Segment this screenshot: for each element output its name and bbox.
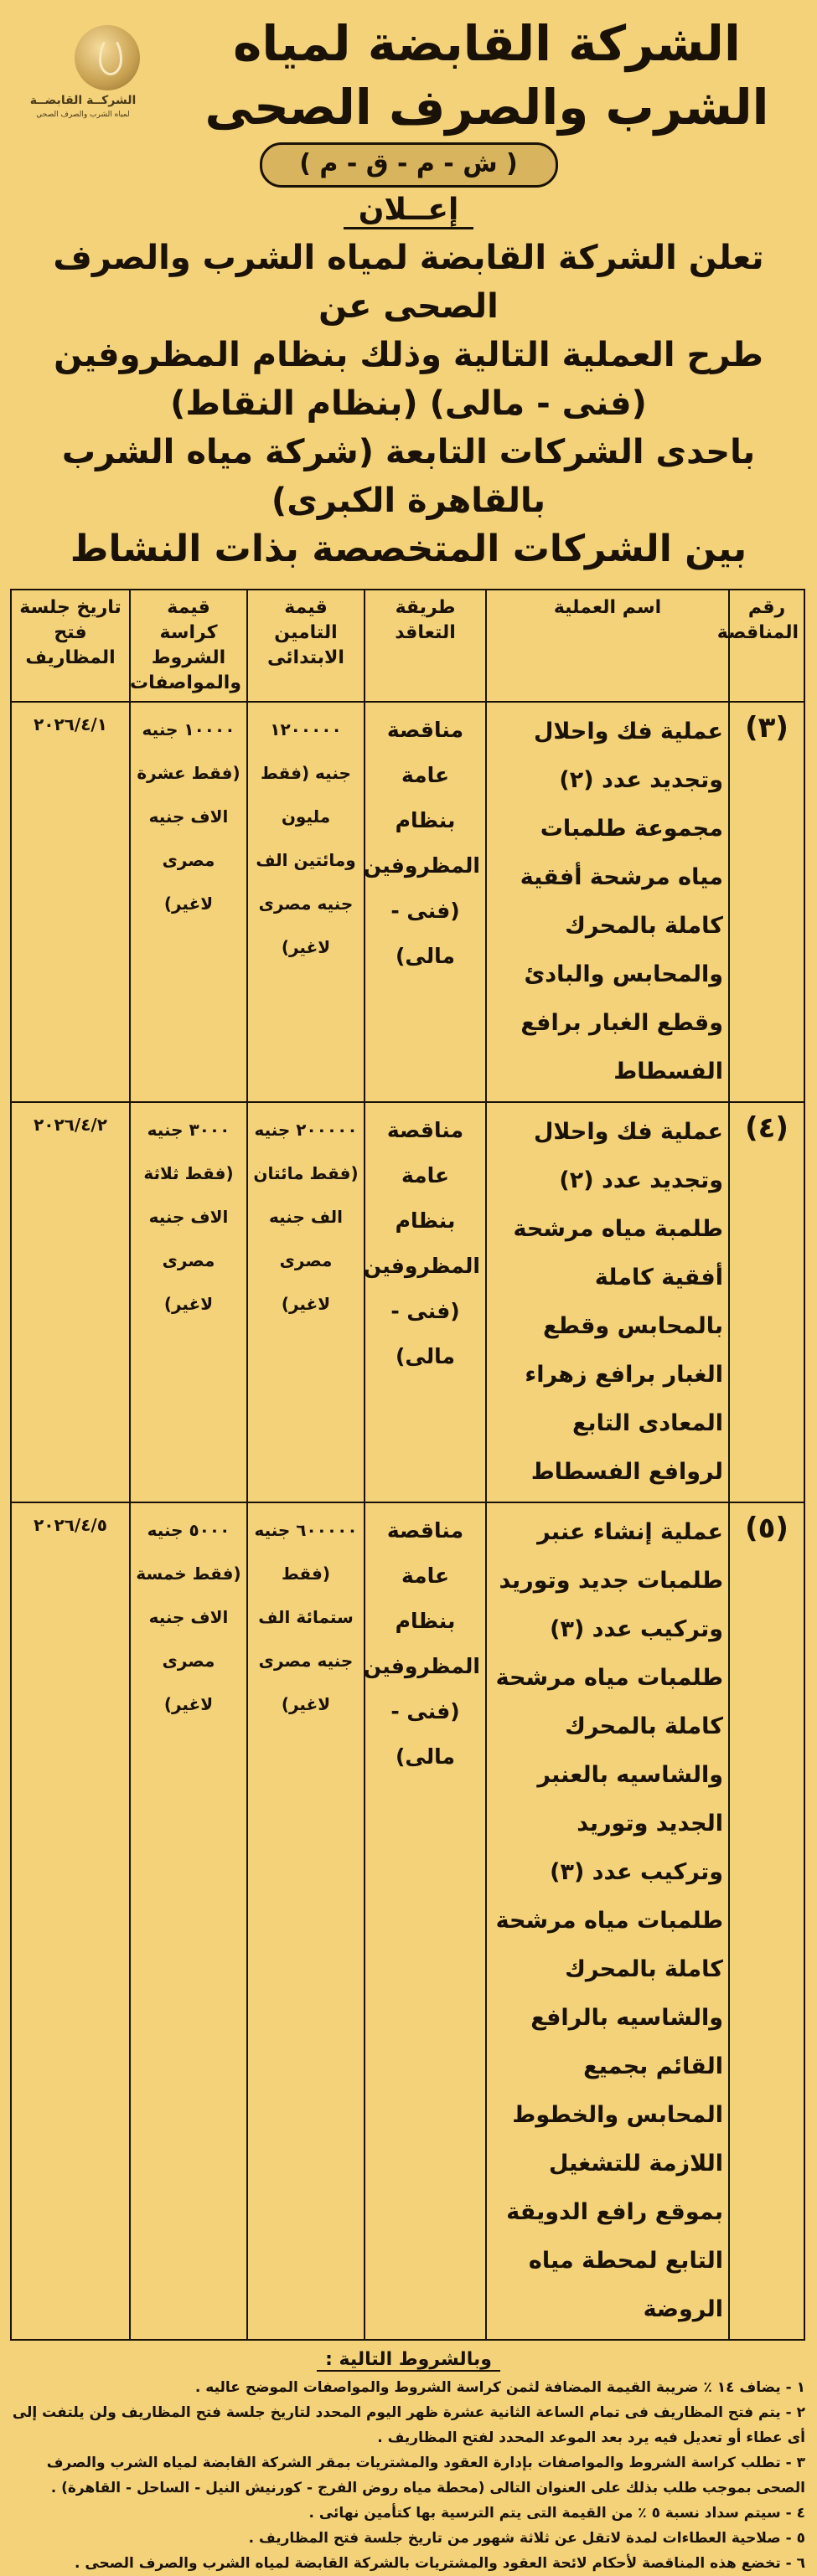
operation-name: عملية إنشاء عنبر طلمبات جديد وتوريد وتركيب عدد (٣) طلمبات مياه مرشحة كاملة بالمحرك والشاسيه بالعنبر الجديد وتوريد وتركيب عدد (٣) طلمبات مياه مرشحة كاملة بالمحرك والشاسيه بالرافع القائم بجميع المحابس والخطوط اللازمة للتشغيل بموقع رافع الدويقة التابع لمحطة مياه الروضة (486, 1502, 729, 2340)
opening-date: ٢٠٢٦/٤/١ (11, 702, 130, 1102)
logo-subtext: لمياه الشرب والصرف الصحي (36, 111, 130, 119)
company-logo (20, 25, 146, 134)
operation-name: عملية فك واحلال وتجديد عدد (٢) مجموعة طلمبات مياه مرشحة أفقية كاملة بالمحرك والمحابس والبادئ وقطع الغبار برافع الفسطاط (486, 702, 729, 1102)
tender-number: (٣) (729, 702, 804, 1102)
column-header: قيمة التامين الابتدائى (247, 590, 365, 702)
intro-line: تعلن الشركة القابضة لمياه الشرب والصرف الصحى عن (53, 239, 764, 326)
condition-item: ٥ - صلاحية العطاءات لمدة لاتقل عن ثلاثة شهور من تاريخ جلسة فتح المظاريف . (248, 2530, 805, 2547)
initial-insurance: ١٢٠٠٠٠٠ جنيه (فقط مليون ومائتين الف جنيه مصرى لاغير) (247, 702, 365, 1102)
column-header: تاريخ جلسة فتح المظاريف (11, 590, 130, 702)
water-drop-icon (99, 37, 122, 75)
specs-book-price: ٣٠٠٠ جنيه (فقط ثلاثة الاف جنيه مصرى لاغير) (130, 1102, 247, 1502)
specs-book-price: ٥٠٠٠ جنيه (فقط خمسة الاف جنيه مصرى لاغير) (130, 1502, 247, 2340)
tender-number: (٥) (729, 1502, 804, 2340)
table-row (11, 1502, 804, 2340)
announcement-label: إعــلان (344, 193, 474, 229)
opening-date: ٢٠٢٦/٤/٥ (11, 1502, 130, 2340)
contract-method: مناقصة عامة بنظام المظروفين (فنى - مالى) (365, 1502, 486, 2340)
conditions-heading-label: وبالشروط التالية : (317, 2349, 500, 2372)
column-header: اسم العملية (486, 590, 729, 702)
initial-insurance: ٢٠٠٠٠٠ جنيه (فقط مائتان الف جنيه مصرى لاغير) (247, 1102, 365, 1502)
column-header: رقم المناقصة (729, 590, 804, 702)
tender-number: (٤) (729, 1102, 804, 1502)
intro-paragraph (12, 234, 805, 574)
company-abbreviation: ( ش - م - ق - م ) (260, 142, 558, 188)
opening-date: ٢٠٢٦/٤/٢ (11, 1102, 130, 1502)
condition-item: ٦ - تخضع هذه المناقصة لأحكام لائحة العقود والمشتريات بالشركة القابضة لمياه الشرب والصرف الصحى . (74, 2555, 805, 2572)
column-header: طريقة التعاقد (365, 590, 486, 702)
table-row (11, 1102, 804, 1502)
header (12, 8, 805, 134)
condition-item: ٢ - يتم فتح المظاريف فى تمام الساعة الثانية عشرة ظهر اليوم المحدد لتاريخ جلسة فتح المظاريف ولن يلتفت إلى أى عطاء أو تعديل فيه يرد بعد الموعد المحدد لفتح المظاريف . (12, 2404, 805, 2446)
table-row (11, 702, 804, 1102)
condition-item: ٣ - تطلب كراسة الشروط والمواصفات بإدارة العقود والمشتريات بمقر الشركة القابضة لمياه الشرب والصرف الصحى بموجب طلب بذلك على العنوان التالى (محطة مياه روض الفرج - كورنيش النيل - الساحل - القاهرة) . (46, 2455, 805, 2496)
table-header-row (11, 590, 804, 702)
company-title: الشركة القابضة لمياه الشرب والصرف الصحى (204, 15, 769, 136)
operation-name: عملية فك واحلال وتجديد عدد (٢) طلمبة مياه مرشحة أفقية كاملة بالمحابس وقطع الغبار برافع زهراء المعادى التابع لروافع الفسطاط (486, 1102, 729, 1502)
intro-line: بين الشركات المتخصصة بذات النشاط (70, 528, 747, 570)
tenders-table (10, 589, 805, 2341)
column-header: قيمة كراسة الشروط والمواصفات (130, 590, 247, 702)
announcement-heading (12, 193, 805, 227)
condition-item: ٤ - سيتم سداد نسبة ٥ ٪ من القيمة التى يتم الترسية بها كتأمين نهائى . (308, 2505, 805, 2522)
intro-line: باحدى الشركات التابعة (شركة مياه الشرب بالقاهرة الكبرى) (61, 433, 756, 520)
condition-item: ١ - يضاف ١٤ ٪ ضريبة القيمة المضافة لثمن كراسة الشروط والمواصفات الموضح عاليه . (194, 2379, 805, 2396)
contract-method: مناقصة عامة بنظام المظروفين (فنى - مالى) (365, 702, 486, 1102)
initial-insurance: ٦٠٠٠٠٠ جنيه (فقط ستمائة الف جنيه مصرى لاغير) (247, 1502, 365, 2340)
contract-method: مناقصة عامة بنظام المظروفين (فنى - مالى) (365, 1102, 486, 1502)
conditions-heading (12, 2349, 805, 2370)
intro-line: طرح العملية التالية وذلك بنظام المظروفين (فنى - مالى) (بنظام النقاط) (54, 336, 763, 423)
logo-text: الشركــة القابضــة (29, 94, 137, 107)
specs-book-price: ١٠٠٠٠ جنيه (فقط عشرة الاف جنيه مصرى لاغير) (130, 702, 247, 1102)
conditions-list (12, 2375, 805, 2576)
